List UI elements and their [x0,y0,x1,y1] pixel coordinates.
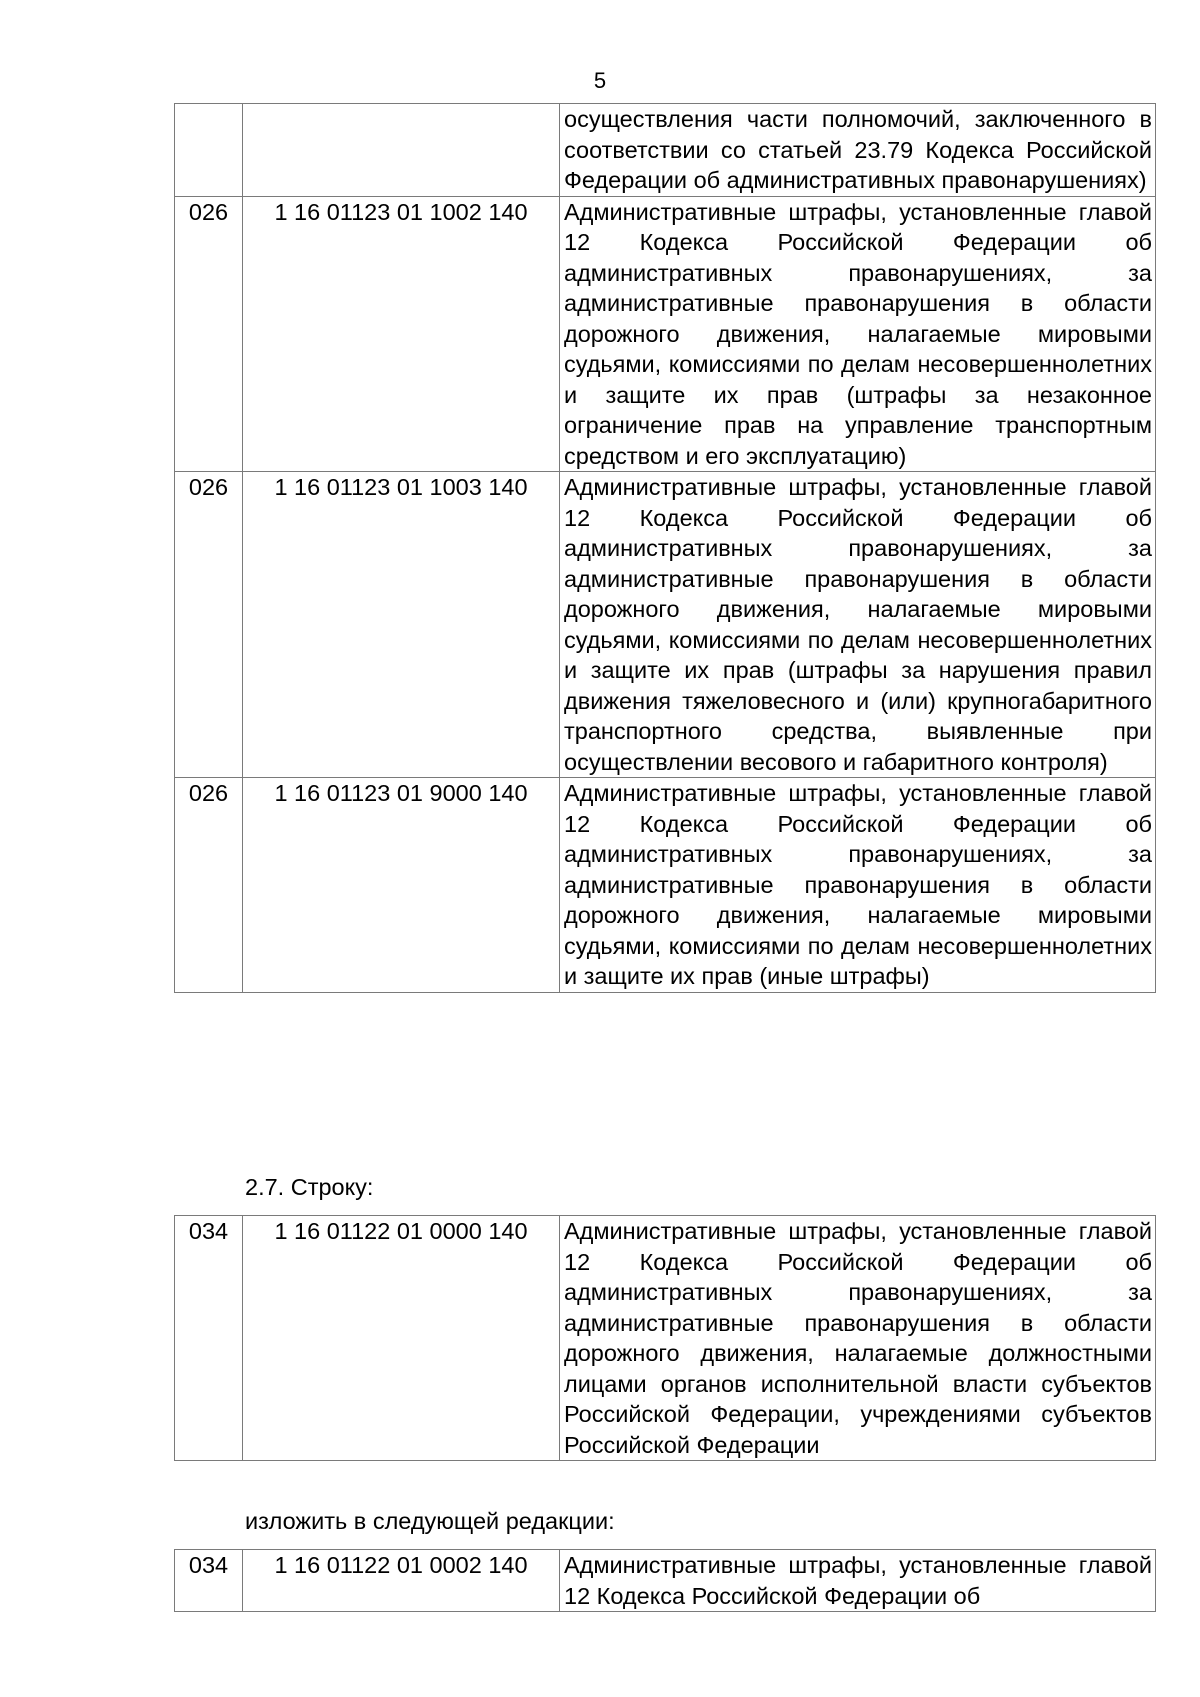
description-cell: Административные штрафы, установленные главой 12 Кодекса Российской Федерации об административных правонарушениях, за административные правонарушения в области дорожного движения, налагаемые должностными лицами органов исполнительной власти субъектов Российской Федерации, учреждениями субъектов Российской Федерации [560,1216,1156,1461]
original-row-table [174,1215,1156,1461]
table-row [175,1550,1156,1612]
admin-code-cell: 034 [175,1550,243,1612]
budget-code-cell: 1 16 01122 01 0000 140 [243,1216,560,1461]
budget-code-cell: 1 16 01122 01 0002 140 [243,1550,560,1612]
admin-code-cell [175,104,243,197]
description-cell: Административные штрафы, установленные главой 12 Кодекса Российской Федерации об административных правонарушениях, за административные правонарушения в области дорожного движения, налагаемые мировыми судьями, комиссиями по делам несовершеннолетних и защите их прав (штрафы за незаконное ограничение прав на управление транспортным средством и его эксплуатацию) [560,196,1156,472]
description-cell: Административные штрафы, установленные главой 12 Кодекса Российской Федерации об [560,1550,1156,1612]
amendment-paragraph: 2.7. Строку: [245,1174,374,1200]
table-row [175,778,1156,993]
admin-code-cell: 026 [175,778,243,993]
budget-code-cell [243,104,560,197]
new-row-table [174,1549,1156,1612]
table-row [175,472,1156,778]
admin-code-cell: 026 [175,472,243,778]
page-number: 5 [593,68,607,93]
amendment-paragraph: изложить в следующей редакции: [245,1508,615,1534]
admin-code-cell: 034 [175,1216,243,1461]
table-row [175,196,1156,472]
budget-code-cell: 1 16 01123 01 1003 140 [243,472,560,778]
description-cell: осуществления части полномочий, заключенного в соответствии со статьей 23.79 Кодекса Российской Федерации об административных правонарушениях) [560,104,1156,197]
description-cell: Административные штрафы, установленные главой 12 Кодекса Российской Федерации об административных правонарушениях, за административные правонарушения в области дорожного движения, налагаемые мировыми судьями, комиссиями по делам несовершеннолетних и защите их прав (штрафы за нарушения правил движения тяжеловесного и (или) крупногабаритного транспортного средства, выявленные при осуществлении весового и габаритного контроля) [560,472,1156,778]
description-cell: Административные штрафы, установленные главой 12 Кодекса Российской Федерации об административных правонарушениях, за административные правонарушения в области дорожного движения, налагаемые мировыми судьями, комиссиями по делам несовершеннолетних и защите их прав (иные штрафы) [560,778,1156,993]
admin-code-cell: 026 [175,196,243,472]
budget-code-cell: 1 16 01123 01 9000 140 [243,778,560,993]
table-row [175,1216,1156,1461]
budget-code-cell: 1 16 01123 01 1002 140 [243,196,560,472]
budget-codes-table-continued [174,103,1156,993]
table-row [175,104,1156,197]
